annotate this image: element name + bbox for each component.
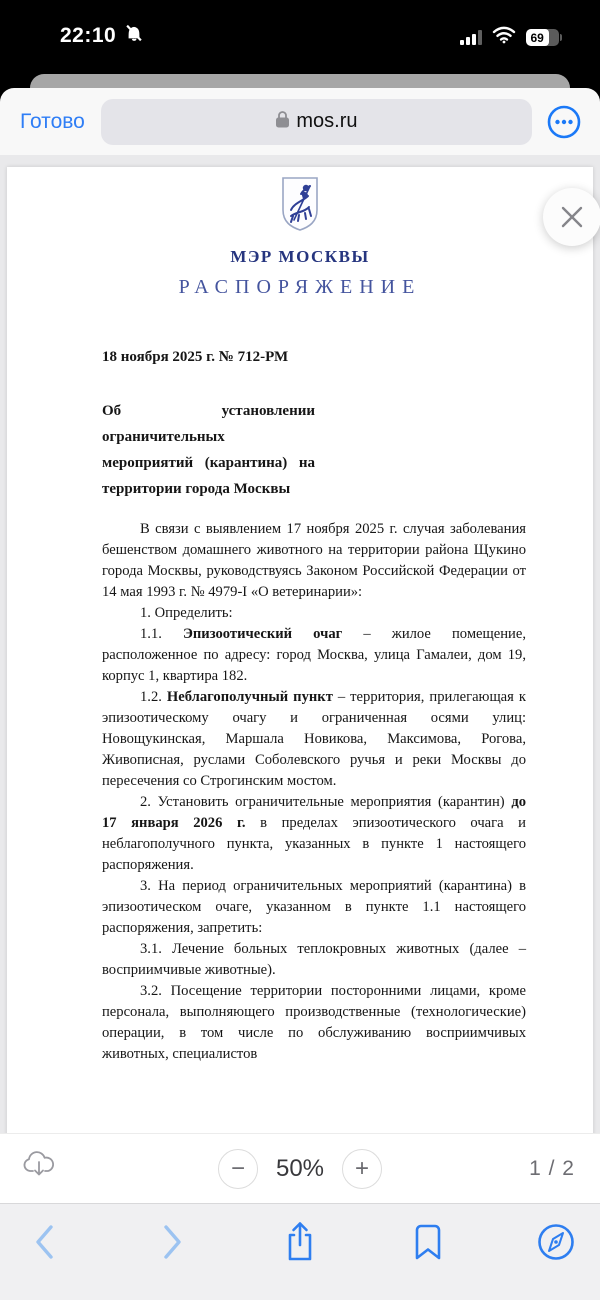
page-break-gap [102, 1065, 526, 1133]
document-paragraph: В связи с выявлением 17 ноября 2025 г. случая заболевания бешенством домашнего животного на территории района Щукино города Москвы, руководствуясь Законом Российской Федерации от 14 мая 1993 г. № 4979-I «О ветеринарии»: [102, 521, 526, 600]
document-paragraph: 2. Установить ограничительные мероприятия (карантин) до 17 января 2026 г. в пределах эпизоотического очага и неблагополучного пункта, указанных в пункте 1 настоящего распоряжения. [102, 794, 526, 873]
document-paragraph: 1. Определить: [140, 605, 233, 621]
status-left [60, 22, 145, 49]
wifi-icon [492, 26, 516, 49]
close-button[interactable] [543, 188, 600, 246]
document-type: РАСПОРЯЖЕНИЕ [178, 276, 422, 298]
pdf-viewport[interactable] [0, 155, 600, 1133]
share-button[interactable] [272, 1216, 328, 1268]
document-paragraph: 3. На период ограничительных мероприятий (карантина) в эпизоотическом очаге, указанном в пункте 1.1 настоящего распоряжения, запретить: [102, 878, 526, 936]
back-chevron-icon [32, 1223, 58, 1261]
zoom-level: 50% [275, 1155, 325, 1182]
close-icon [559, 204, 585, 230]
done-button[interactable]: Готово [0, 110, 85, 134]
pdf-toolbar [0, 1133, 600, 1204]
document-paragraph: 1.2. Неблагополучный пункт – территория, прилегающая к эпизоотическому очагу и ограниченная осями улиц: Новощукинская, Маршала Новикова, Максимова, Рогова, Живописная, руслами Соболевского ручья и реки Москвы до пересечения со Строгинским мостом. [102, 689, 526, 789]
bookmarks-button[interactable] [400, 1216, 456, 1268]
back-button[interactable] [17, 1216, 73, 1268]
lock-icon [275, 110, 290, 133]
mute-bell-icon [123, 22, 145, 49]
tabs-compass-icon [536, 1222, 576, 1262]
document-title: Об установлении ограничительных мероприятий (карантина) на территории города Москвы [102, 403, 315, 497]
address-bar[interactable] [101, 99, 532, 145]
zoom-out-button[interactable]: − [218, 1149, 258, 1189]
forward-chevron-icon [159, 1223, 185, 1261]
status-right [460, 26, 563, 49]
share-icon [283, 1221, 317, 1263]
url-text: mos.ru [296, 110, 358, 132]
document-paragraph: 3.1. Лечение больных теплокровных животных (далее – восприимчивые животные). [102, 941, 526, 978]
document-paragraph: 3.2. Посещение территории посторонними лицами, кроме персонала, выполняющего производственные (технологические) операции, в том числе по обслуживанию восприимчивых животных, специалистов [102, 983, 526, 1062]
document-page [7, 167, 593, 1133]
bookmarks-icon [413, 1222, 443, 1262]
zoom-controls [0, 1134, 600, 1204]
moscow-coat-of-arms-icon [279, 176, 321, 232]
clock: 22:10 [60, 23, 117, 47]
zoom-in-button[interactable]: + [342, 1149, 382, 1189]
tabs-compass-button[interactable] [528, 1216, 584, 1268]
safari-bottom-toolbar [0, 1203, 600, 1300]
document-number-line: 18 ноября 2025 г. № 712-РМ [102, 349, 289, 365]
page-options-button[interactable] [546, 104, 600, 140]
forward-button[interactable] [144, 1216, 200, 1268]
page-indicator: 1 / 2 [529, 1157, 575, 1180]
document-paragraph: 1.1. Эпизоотический очаг – жилое помещение, расположенное по адресу: город Москва, улица Гамалеи, дом 19, корпус 1, квартира 182. [102, 626, 526, 684]
battery-icon: 69 [526, 29, 563, 46]
page1-paragraphs [102, 519, 526, 1065]
signal-icon [460, 30, 482, 45]
issuer-name: МЭР МОСКВЫ [230, 247, 370, 266]
safari-top-bar [0, 88, 600, 155]
